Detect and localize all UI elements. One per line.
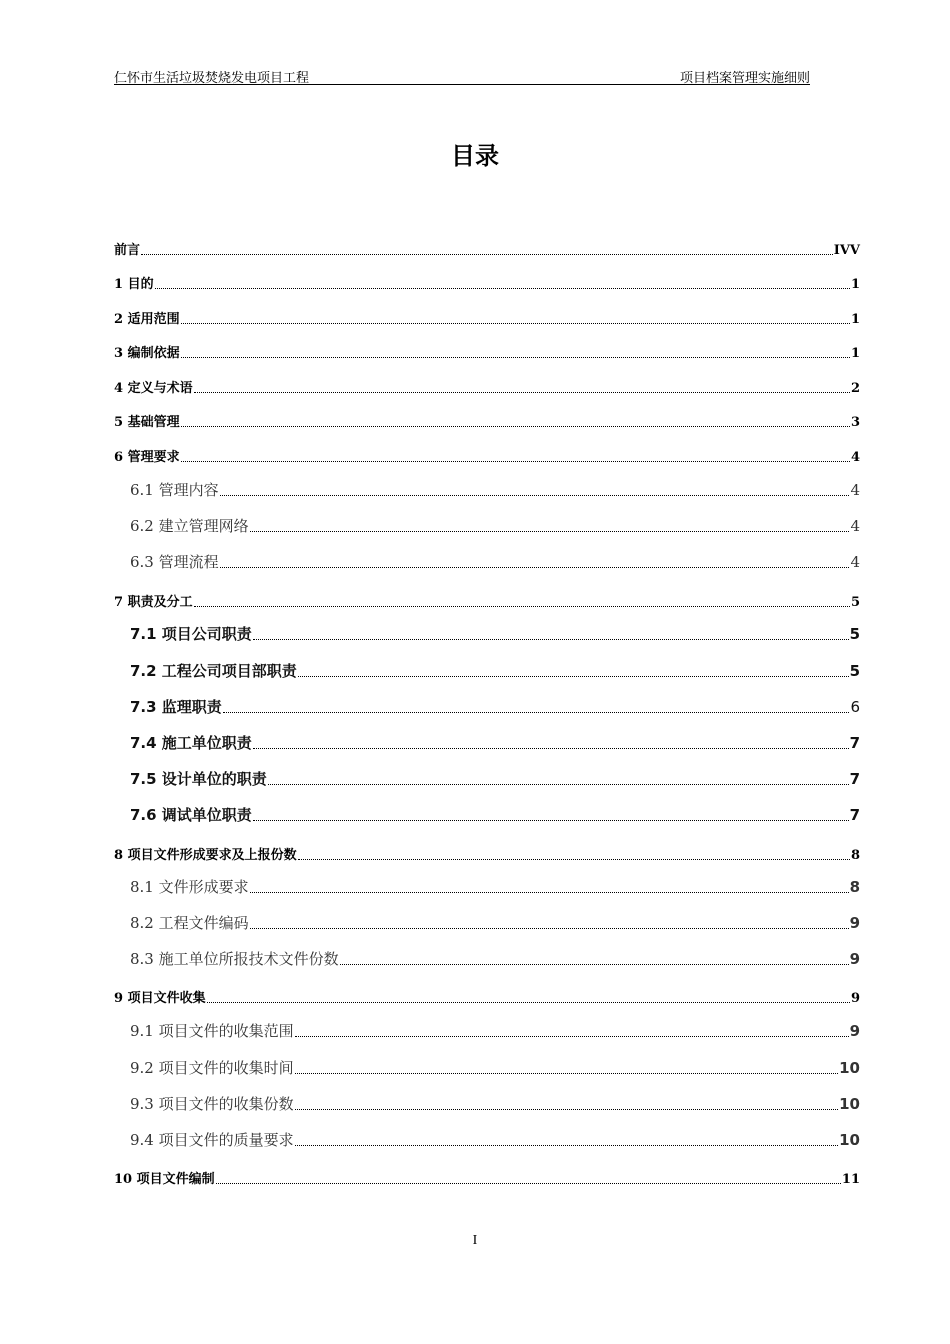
toc-page-number: 4 bbox=[850, 517, 860, 535]
toc-leader-dots bbox=[253, 639, 849, 640]
toc-entry-label: 9 项目文件收集 bbox=[114, 991, 206, 1006]
toc-entry-label: 6.2 建立管理网络 bbox=[130, 517, 249, 535]
toc-leader-dots bbox=[298, 859, 850, 860]
toc-entry-label: 8.1 文件形成要求 bbox=[130, 878, 249, 896]
toc-page-number: 9 bbox=[849, 950, 860, 968]
toc-entry-label: 8.2 工程文件编码 bbox=[130, 914, 249, 932]
toc-entry[interactable] bbox=[114, 411, 860, 430]
toc-subentry[interactable] bbox=[130, 1020, 860, 1041]
toc-leader-dots bbox=[207, 1002, 850, 1003]
toc-leader-dots bbox=[181, 426, 850, 427]
toc-subentry[interactable] bbox=[130, 696, 860, 717]
toc-entry-label: 10 项目文件编制 bbox=[114, 1172, 215, 1187]
toc-leader-dots bbox=[253, 748, 849, 749]
toc-subentry[interactable] bbox=[130, 515, 860, 536]
toc-page-number: 4 bbox=[850, 553, 860, 571]
toc-entry-label: 7.5 设计单位的职责 bbox=[130, 770, 267, 788]
toc-page-number: 1 bbox=[850, 277, 860, 292]
toc-leader-dots bbox=[194, 392, 850, 393]
toc-page-number: 4 bbox=[850, 450, 860, 465]
toc-leader-dots bbox=[340, 964, 849, 965]
toc-page-number: 5 bbox=[849, 662, 860, 680]
header-project-name: 仁怀市生活垃圾焚烧发电项目工程 bbox=[114, 70, 310, 85]
toc-subentry[interactable] bbox=[130, 551, 860, 572]
toc-entry[interactable] bbox=[114, 844, 860, 863]
toc-entry[interactable] bbox=[114, 308, 860, 327]
toc-page-number: 5 bbox=[850, 595, 860, 610]
toc-leader-dots bbox=[295, 1109, 839, 1110]
toc-page-number: 1 bbox=[850, 346, 860, 361]
toc-page-number: 9 bbox=[849, 1022, 860, 1040]
toc-subentry[interactable] bbox=[130, 804, 860, 825]
toc-entry[interactable] bbox=[114, 987, 860, 1006]
toc-entry-label: 7.3 监理职责 bbox=[130, 698, 222, 716]
toc-leader-dots bbox=[250, 928, 849, 929]
page-footer-number: I bbox=[472, 1233, 478, 1248]
toc-leader-dots bbox=[216, 1183, 841, 1184]
toc-page-number: 3 bbox=[850, 415, 860, 430]
toc-page-number: 4 bbox=[850, 481, 860, 499]
toc-entry-label: 7.6 调试单位职责 bbox=[130, 806, 252, 824]
toc-entry-label: 6 管理要求 bbox=[114, 450, 180, 465]
toc-page-number: 9 bbox=[849, 914, 860, 932]
toc-leader-dots bbox=[181, 357, 850, 358]
toc-entry-label: 前言 bbox=[114, 243, 141, 258]
toc-leader-dots bbox=[194, 606, 850, 607]
toc-leader-dots bbox=[250, 892, 849, 893]
toc-page-number: IVV bbox=[833, 243, 860, 258]
toc-entry[interactable] bbox=[114, 1168, 860, 1187]
toc-leader-dots bbox=[181, 323, 850, 324]
toc-entry-label: 8.3 施工单位所报技术文件份数 bbox=[130, 950, 339, 968]
header-document-name: 项目档案管理实施细则 bbox=[679, 70, 810, 85]
toc-entry-label: 9.2 项目文件的收集时间 bbox=[130, 1059, 294, 1077]
toc-entry[interactable] bbox=[114, 273, 860, 292]
toc-entry-label: 7.1 项目公司职责 bbox=[130, 625, 252, 643]
toc-subentry[interactable] bbox=[130, 1129, 860, 1150]
toc-entry-label: 7.2 工程公司项目部职责 bbox=[130, 662, 297, 680]
toc-subentry[interactable] bbox=[130, 732, 860, 753]
toc-subentry[interactable] bbox=[130, 768, 860, 789]
toc-page-number: 9 bbox=[850, 991, 860, 1006]
toc-entry-label: 1 目的 bbox=[114, 277, 154, 292]
toc-entry[interactable] bbox=[114, 239, 860, 258]
page-title: 目录 bbox=[451, 142, 499, 170]
toc-entry-label: 7.4 施工单位职责 bbox=[130, 734, 252, 752]
toc-entry-label: 9.4 项目文件的质量要求 bbox=[130, 1131, 294, 1149]
toc-leader-dots bbox=[155, 288, 850, 289]
toc-leader-dots bbox=[295, 1145, 839, 1146]
toc-entry[interactable] bbox=[114, 446, 860, 465]
toc-subentry[interactable] bbox=[130, 660, 860, 681]
toc-entry[interactable] bbox=[114, 591, 860, 610]
toc-leader-dots bbox=[141, 254, 833, 255]
toc-leader-dots bbox=[220, 567, 850, 568]
toc-subentry[interactable] bbox=[130, 1057, 860, 1078]
toc-leader-dots bbox=[268, 784, 849, 785]
toc-subentry[interactable] bbox=[130, 1093, 860, 1114]
toc-page-number: 7 bbox=[849, 734, 860, 752]
toc-entry-label: 4 定义与术语 bbox=[114, 381, 193, 396]
toc-entry-label: 8 项目文件形成要求及上报份数 bbox=[114, 848, 297, 863]
toc-subentry[interactable] bbox=[130, 623, 860, 644]
toc-entry-label: 2 适用范围 bbox=[114, 312, 180, 327]
toc-entry-label: 6.1 管理内容 bbox=[130, 481, 219, 499]
toc-entry-label: 9.1 项目文件的收集范围 bbox=[130, 1022, 294, 1040]
toc-entry-label: 5 基础管理 bbox=[114, 415, 180, 430]
toc-page-number: 10 bbox=[839, 1059, 860, 1077]
toc-leader-dots bbox=[250, 531, 850, 532]
toc-subentry[interactable] bbox=[130, 876, 860, 897]
toc-page-number: 2 bbox=[850, 381, 860, 396]
toc-page-number: 11 bbox=[841, 1172, 860, 1187]
toc-page-number: 1 bbox=[850, 312, 860, 327]
toc-entry-label: 7 职责及分工 bbox=[114, 595, 193, 610]
toc-leader-dots bbox=[223, 712, 850, 713]
toc-entry-label: 9.3 项目文件的收集份数 bbox=[130, 1095, 294, 1113]
toc-page-number: 7 bbox=[849, 806, 860, 824]
toc-subentry[interactable] bbox=[130, 912, 860, 933]
toc-leader-dots bbox=[295, 1073, 839, 1074]
toc-leader-dots bbox=[298, 676, 849, 677]
toc-leader-dots bbox=[181, 461, 850, 462]
toc-subentry[interactable] bbox=[130, 479, 860, 500]
toc-leader-dots bbox=[220, 495, 850, 496]
toc-page-number: 10 bbox=[839, 1095, 860, 1113]
toc-leader-dots bbox=[253, 820, 849, 821]
toc-page-number: 10 bbox=[839, 1131, 860, 1149]
toc-entry-label: 3 编制依据 bbox=[114, 346, 180, 361]
toc-page-number: 5 bbox=[849, 625, 860, 643]
toc-page-number: 7 bbox=[849, 770, 860, 788]
toc-page-number: 6 bbox=[850, 698, 860, 716]
toc-subentry[interactable] bbox=[130, 948, 860, 969]
toc-leader-dots bbox=[295, 1036, 849, 1037]
toc-page-number: 8 bbox=[850, 848, 860, 863]
toc-entry[interactable] bbox=[114, 342, 860, 361]
toc-page-number: 8 bbox=[849, 878, 860, 896]
toc-entry-label: 6.3 管理流程 bbox=[130, 553, 219, 571]
toc-entry[interactable] bbox=[114, 377, 860, 396]
